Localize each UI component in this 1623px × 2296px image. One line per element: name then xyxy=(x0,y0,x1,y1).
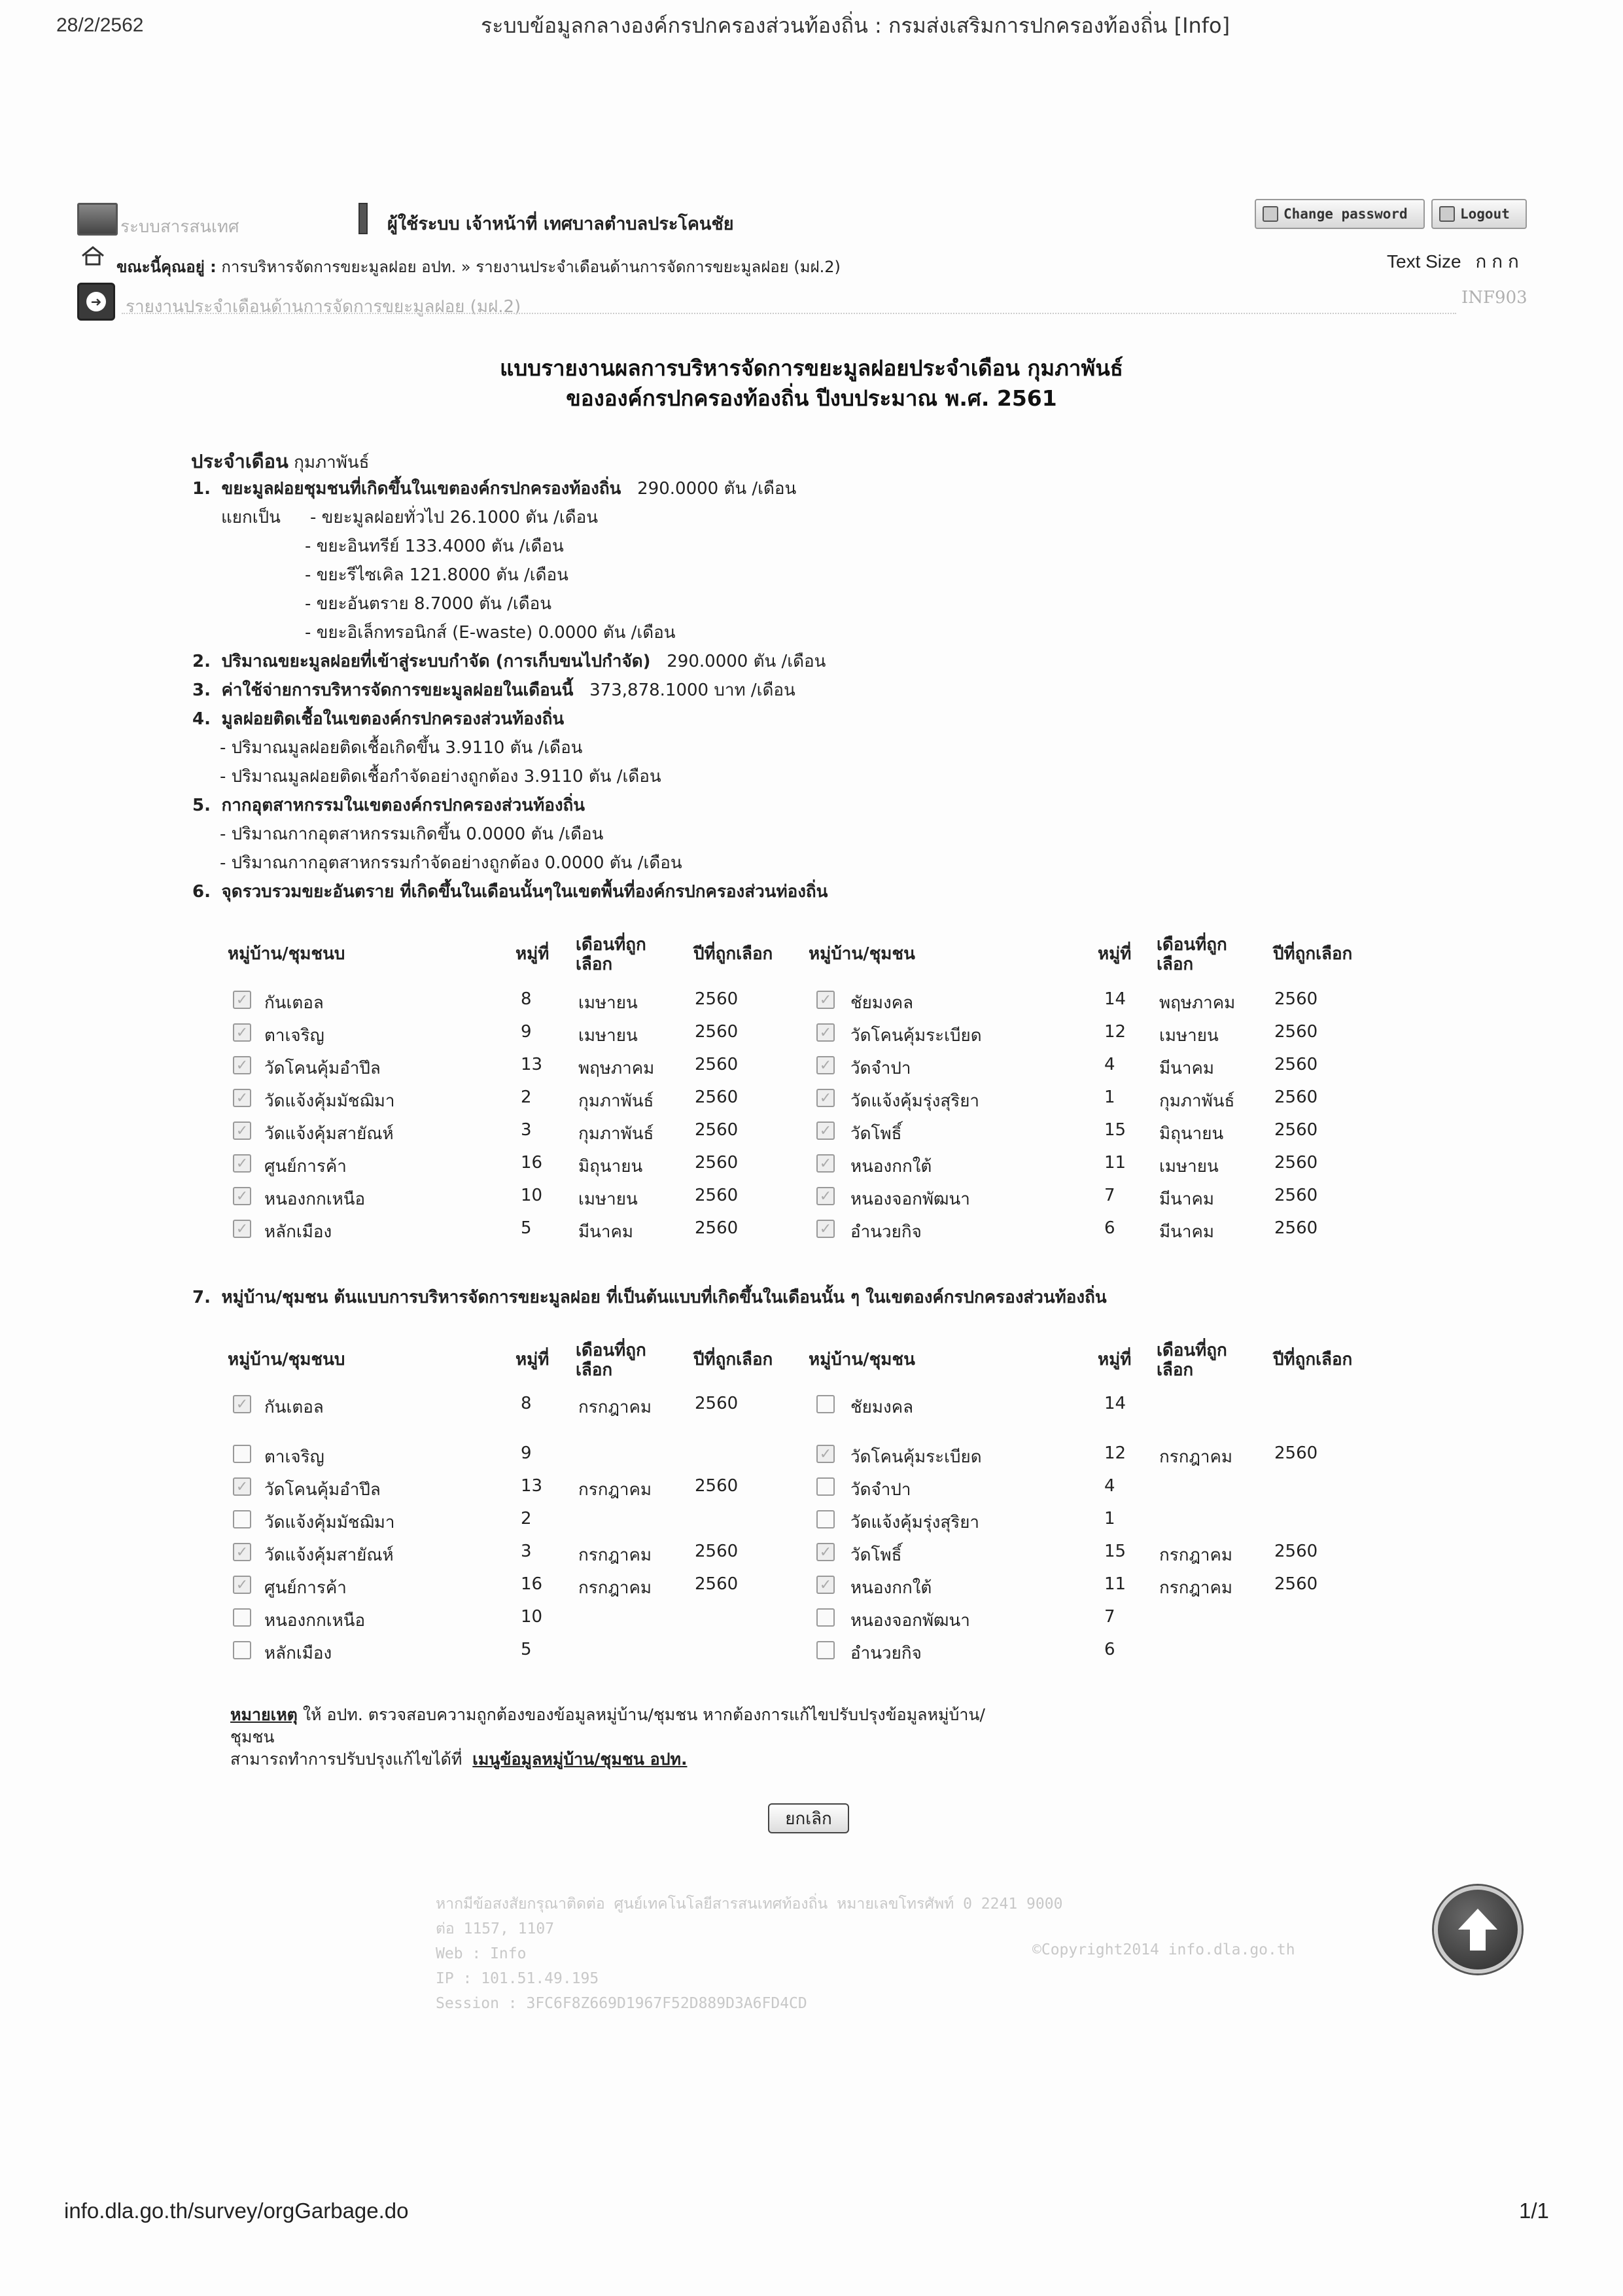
split-organic: - ขยะอินทรีย์ 133.4000 ตัน /เดือน xyxy=(305,537,564,556)
village-name: กันเตอล xyxy=(264,1398,324,1417)
item6-label: จุดรวบรวมขยะอันตราย ที่เกิดขึ้นในเดือนนั้นๆในเขตพื้นที่องค์กรปกครองส่วนท่องถิ่น xyxy=(221,882,828,902)
t7-header-year-left: ปีที่ถูกเลือก xyxy=(693,1350,773,1369)
village-name: ศูนย์การค้า xyxy=(264,1578,347,1598)
split-general: - ขยะมูลฝอยทั่วไป 26.1000 ตัน /เดือน xyxy=(310,508,598,527)
moo-number: 11 xyxy=(1104,1153,1126,1173)
t7-header-moo-right: หมู่ที่ xyxy=(1098,1350,1132,1369)
selected-month: กุมภาพันธ์ xyxy=(578,1091,654,1111)
village-name: วัดแจ้งคุ้มมัชฌิมา xyxy=(264,1091,395,1111)
print-page-title: ระบบข้อมูลกลางองค์กรปกครองส่วนท้องถิ่น : กรมส่งเสริมการปกครองท้องถิ่น [Info] xyxy=(481,13,1230,38)
village-checkbox[interactable] xyxy=(816,1641,835,1659)
moo-number: 3 xyxy=(521,1542,532,1561)
village-name: วัดจำปา xyxy=(850,1059,911,1078)
village-name: ตาเจริญ xyxy=(264,1447,324,1467)
item1-label: ขยะมูลฝอยชุมชนที่เกิดขึ้นในเขตองค์กรปกครองท้องถิ่น xyxy=(221,479,621,499)
back-to-top-button[interactable] xyxy=(1434,1886,1522,1973)
selected-year: 2560 xyxy=(695,1087,739,1107)
moo-number: 13 xyxy=(521,1476,543,1496)
selected-year: 2560 xyxy=(695,1055,739,1074)
selected-month: กรกฎาคม xyxy=(578,1545,652,1565)
user-separator-icon xyxy=(358,203,368,234)
selected-month: มีนาคม xyxy=(1159,1222,1215,1242)
home-icon xyxy=(81,246,105,266)
village-checkbox[interactable] xyxy=(816,1608,835,1627)
village-checkbox[interactable]: ✓ xyxy=(816,991,835,1009)
moo-number: 3 xyxy=(521,1120,532,1140)
moo-number: 9 xyxy=(521,1443,532,1463)
moo-number: 7 xyxy=(1104,1186,1115,1205)
selected-year: 2560 xyxy=(1274,1055,1318,1074)
village-name: ตาเจริญ xyxy=(264,1026,324,1046)
item3-num: 3. xyxy=(192,680,211,700)
village-name: หนองกกใต้ xyxy=(850,1157,932,1176)
village-name: หนองกกเหนือ xyxy=(264,1611,366,1631)
split-ewaste: - ขยะอิเล็กทรอนิกส์ (E-waste) 0.0000 ตัน /เดือน xyxy=(305,623,676,643)
text-size-options[interactable]: ก ก ก xyxy=(1475,251,1519,272)
village-name: ศูนย์การค้า xyxy=(264,1157,347,1176)
selected-year: 2560 xyxy=(695,1542,739,1561)
selected-year: 2560 xyxy=(695,1153,739,1173)
selected-month: กรกฎาคม xyxy=(1159,1447,1233,1467)
village-name: วัดแจ้งคุ้มสายัณห์ xyxy=(264,1545,394,1565)
village-checkbox[interactable]: ✓ xyxy=(233,1187,251,1205)
moo-number: 4 xyxy=(1104,1055,1115,1074)
month-value: กุมภาพันธ์ xyxy=(294,453,370,472)
t6-header-month-left: เดือนที่ถูกเลือก xyxy=(576,935,646,974)
selected-month: กรกฎาคม xyxy=(578,1398,652,1417)
split-hazard: - ขยะอันตราย 8.7000 ตัน /เดือน xyxy=(305,594,552,614)
arrow-up-icon xyxy=(1452,1903,1504,1956)
village-checkbox[interactable] xyxy=(816,1477,835,1496)
selected-year: 2560 xyxy=(1274,1574,1318,1594)
selected-month: กรกฎาคม xyxy=(578,1578,652,1598)
selected-year: 2560 xyxy=(1274,1218,1318,1238)
selected-month: มีนาคม xyxy=(1159,1059,1215,1078)
t7-header-village-left: หมู่บ้าน/ชุมชนบ xyxy=(228,1350,345,1369)
village-checkbox[interactable]: ✓ xyxy=(816,1023,835,1042)
t6-header-month-right: เดือนที่ถูกเลือก xyxy=(1157,935,1227,974)
item2-label: ปริมาณขยะมูลฝอยที่เข้าสู่ระบบกำจัด (การเก็บขนไปกำจัด) xyxy=(221,652,651,671)
item4-generated: - ปริมาณมูลฝอยติดเชื้อเกิดขึ้น 3.9110 ตัน /เดือน xyxy=(220,738,583,758)
selected-month: เมษายน xyxy=(578,993,638,1013)
logout-label: Logout xyxy=(1460,206,1510,222)
village-checkbox[interactable]: ✓ xyxy=(816,1543,835,1561)
village-checkbox[interactable]: ✓ xyxy=(816,1576,835,1594)
item3-label: ค่าใช้จ่ายการบริหารจัดการขยะมูลฝอยในเดือนนี้ xyxy=(221,680,574,700)
selected-year: 2560 xyxy=(695,1476,739,1496)
footer-session: Session : 3FC6F8Z669D1967F52D889D3A6FD4CD xyxy=(436,1994,807,2012)
selected-month: พฤษภาคม xyxy=(578,1059,655,1078)
item5-num: 5. xyxy=(192,796,211,815)
selected-year: 2560 xyxy=(1274,1542,1318,1561)
t6-header-year-left: ปีที่ถูกเลือก xyxy=(693,944,773,964)
moo-number: 14 xyxy=(1104,989,1126,1009)
selected-year: 2560 xyxy=(1274,1087,1318,1107)
t7-header-month-left: เดือนที่ถูกเลือก xyxy=(576,1341,646,1380)
selected-year: 2560 xyxy=(1274,1022,1318,1042)
t6-header-moo-right: หมู่ที่ xyxy=(1098,944,1132,964)
selected-year: 2560 xyxy=(695,1394,739,1413)
moo-number: 5 xyxy=(521,1218,532,1238)
month-line xyxy=(191,446,370,476)
item4-num: 4. xyxy=(192,709,211,729)
moo-number: 9 xyxy=(521,1022,532,1042)
cancel-button[interactable]: ยกเลิก xyxy=(768,1803,849,1833)
subheader-code: INF903 xyxy=(1461,288,1527,308)
moo-number: 7 xyxy=(1104,1607,1115,1627)
footer-ip: IP : 101.51.49.195 xyxy=(436,1969,599,1987)
selected-year: 2560 xyxy=(695,1574,739,1594)
breadcrumb xyxy=(116,254,841,279)
breadcrumb-path[interactable]: การบริหารจัดการขยะมูลฝอย อปท. » รายงานประจำเดือนด้านการจัดการขยะมูลฝอย (มฝ.2) xyxy=(221,258,841,276)
note-text3: สามารถทำการปรับปรุงแก้ไขได้ที่ xyxy=(230,1749,462,1769)
t6-header-moo-left: หมู่ที่ xyxy=(515,944,550,964)
selected-month: มีนาคม xyxy=(1159,1190,1215,1209)
village-checkbox[interactable]: ✓ xyxy=(233,1056,251,1074)
print-url: info.dla.go.th/survey/orgGarbage.do xyxy=(64,2199,409,2223)
selected-month: มิถุนายน xyxy=(578,1157,643,1176)
village-checkbox[interactable] xyxy=(816,1395,835,1413)
system-info-icon xyxy=(77,203,118,236)
village-checkbox[interactable] xyxy=(233,1641,251,1659)
village-name: วัดจำปา xyxy=(850,1480,911,1500)
footer-info xyxy=(436,1892,1062,2017)
subheader-title: รายงานประจำเดือนด้านการจัดการขยะมูลฝอย (มฝ.2) xyxy=(126,297,521,317)
village-name: วัดแจ้งคุ้มรุ่งสุริยา xyxy=(850,1091,980,1111)
moo-number: 14 xyxy=(1104,1394,1126,1413)
t7-header-month-right: เดือนที่ถูกเลือก xyxy=(1157,1341,1227,1380)
change-password-label: Change password xyxy=(1283,206,1408,222)
item7-label: หมู่บ้าน/ชุมชน ต้นแบบการบริหารจัดการขยะมูลฝอย ที่เป็นต้นแบบที่เกิดขึ้นในเดือนนั้น ๆ ในเขตองค์กรปกครองส่วนท้องถิ่น xyxy=(221,1288,1107,1307)
selected-month: เมษายน xyxy=(578,1190,638,1209)
village-checkbox[interactable]: ✓ xyxy=(816,1089,835,1107)
village-name: วัดแจ้งคุ้มมัชฌิมา xyxy=(264,1513,395,1532)
moo-number: 4 xyxy=(1104,1476,1115,1496)
t6-header-village-left: หมู่บ้าน/ชุมชนบ xyxy=(228,944,345,964)
report-arrow-icon: ➜ xyxy=(77,283,115,321)
moo-number: 6 xyxy=(1104,1218,1115,1238)
village-checkbox[interactable]: ✓ xyxy=(233,1023,251,1042)
selected-year: 2560 xyxy=(1274,1443,1318,1463)
village-name: วัดโพธิ์ xyxy=(850,1124,902,1144)
item2 xyxy=(192,648,826,675)
text-size-control xyxy=(1387,247,1519,276)
village-checkbox[interactable]: ✓ xyxy=(816,1187,835,1205)
selected-month: เมษายน xyxy=(1159,1026,1219,1046)
split-label: แยกเป็น xyxy=(221,508,281,527)
village-name: หนองกกเหนือ xyxy=(264,1190,366,1209)
item5-disposed: - ปริมาณกากอุตสาหกรรมกำจัดอย่างถูกต้อง 0.0000 ตัน /เดือน xyxy=(220,853,682,873)
change-password-button[interactable] xyxy=(1255,199,1425,229)
selected-year: 2560 xyxy=(1274,1120,1318,1140)
village-name: อำนวยกิจ xyxy=(850,1222,922,1242)
moo-number: 15 xyxy=(1104,1120,1126,1140)
selected-month: เมษายน xyxy=(1159,1157,1219,1176)
village-checkbox[interactable]: ✓ xyxy=(816,1122,835,1140)
moo-number: 8 xyxy=(521,989,532,1009)
moo-number: 6 xyxy=(1104,1640,1115,1659)
village-name: ชัยมงคล xyxy=(850,993,914,1013)
text-size-label: Text Size xyxy=(1387,251,1461,272)
report-title-line2: ขององค์กรปกครองท้องถิ่น ปีงบประมาณ พ.ศ. 2561 xyxy=(566,385,1057,411)
moo-number: 10 xyxy=(521,1186,543,1205)
moo-number: 8 xyxy=(521,1394,532,1413)
village-checkbox[interactable]: ✓ xyxy=(233,1576,251,1594)
village-checkbox[interactable]: ✓ xyxy=(233,1543,251,1561)
item1 xyxy=(192,475,796,502)
village-name: วัดโคนคุ้มอำปึล xyxy=(264,1059,381,1078)
selected-year: 2560 xyxy=(695,1120,739,1140)
system-info-link[interactable]: ระบบสารสนเทศ xyxy=(120,217,239,237)
item5-label: กากอุตสาหกรรมในเขตองค์กรปกครองส่วนท้องถิ่น xyxy=(221,796,585,815)
village-checkbox[interactable] xyxy=(233,1608,251,1627)
selected-month: มิถุนายน xyxy=(1159,1124,1224,1144)
footer-ext: ต่อ 1157, 1107 xyxy=(436,1920,555,1937)
moo-number: 13 xyxy=(521,1055,543,1074)
selected-year: 2560 xyxy=(695,1022,739,1042)
village-name: หนองจอกพัฒนา xyxy=(850,1611,970,1631)
moo-number: 16 xyxy=(521,1574,543,1594)
village-checkbox[interactable]: ✓ xyxy=(233,991,251,1009)
note xyxy=(230,1704,1159,1770)
t7-header-year-right: ปีที่ถูกเลือก xyxy=(1273,1350,1353,1369)
moo-number: 15 xyxy=(1104,1542,1126,1561)
village-name: วัดแจ้งคุ้มสายัณห์ xyxy=(264,1124,394,1144)
footer-web: Web : Info xyxy=(436,1945,527,1962)
moo-number: 1 xyxy=(1104,1087,1115,1107)
item5 xyxy=(192,792,585,819)
selected-year: 2560 xyxy=(1274,989,1318,1009)
note-text1: ให้ อปท. ตรวจสอบความถูกต้องของข้อมูลหมู่บ้าน/ชุมชน หากต้องการแก้ไขปรับปรุงข้อมูลหมู่บ้าน/ xyxy=(297,1705,985,1724)
village-checkbox[interactable] xyxy=(816,1510,835,1528)
selected-year: 2560 xyxy=(695,989,739,1009)
selected-year: 2560 xyxy=(695,1186,739,1205)
item5-generated: - ปริมาณกากอุตสาหกรรมเกิดขึ้น 0.0000 ตัน /เดือน xyxy=(220,824,604,844)
t7-header-village-right: หมู่บ้าน/ชุมชน xyxy=(809,1350,915,1369)
village-name: วัดโคนคุ้มระเบียด xyxy=(850,1026,982,1046)
village-checkbox[interactable]: ✓ xyxy=(233,1220,251,1238)
selected-month: พฤษภาคม xyxy=(1159,993,1236,1013)
village-checkbox[interactable]: ✓ xyxy=(816,1445,835,1463)
village-checkbox[interactable]: ✓ xyxy=(233,1477,251,1496)
split-recycle: - ขยะรีไซเคิล 121.8000 ตัน /เดือน xyxy=(305,565,568,585)
village-checkbox[interactable]: ✓ xyxy=(233,1089,251,1107)
village-name: วัดโคนคุ้มอำปึล xyxy=(264,1480,381,1500)
item4-label: มูลฝอยติดเชื้อในเขตองค์กรปกครองส่วนท้องถิ่น xyxy=(221,709,565,729)
item6 xyxy=(192,878,828,905)
note-label: หมายเหตุ xyxy=(230,1705,298,1724)
user-label: ผู้ใช้ระบบ เจ้าหน้าที่ เทศบาลตำบลประโคนชัย xyxy=(387,214,734,234)
village-name: วัดโพธิ์ xyxy=(850,1545,902,1565)
village-name: หนองกกใต้ xyxy=(850,1578,932,1598)
selected-month: กุมภาพันธ์ xyxy=(1159,1091,1235,1111)
item2-value: 290.0000 ตัน /เดือน xyxy=(667,652,826,671)
item4-disposed: - ปริมาณมูลฝอยติดเชื้อกำจัดอย่างถูกต้อง 3.9110 ตัน /เดือน xyxy=(220,767,661,786)
item7-num: 7. xyxy=(192,1288,211,1307)
village-checkbox[interactable]: ✓ xyxy=(816,1056,835,1074)
lock-icon xyxy=(1263,206,1278,222)
village-checkbox[interactable] xyxy=(233,1445,251,1463)
village-name: หนองจอกพัฒนา xyxy=(850,1190,970,1209)
village-name: หลักเมือง xyxy=(264,1222,332,1242)
note-text2: ชุมชน xyxy=(230,1727,275,1746)
moo-number: 16 xyxy=(521,1153,543,1173)
selected-year: 2560 xyxy=(1274,1153,1318,1173)
logout-icon xyxy=(1439,206,1455,222)
item7 xyxy=(192,1284,1107,1311)
footer-copyright: ©Copyright2014 info.dla.go.th xyxy=(1032,1941,1295,1958)
footer-contact: หากมีข้อสงสัยกรุณาติดต่อ ศูนย์เทคโนโลยีสารสนเทศท้องถิ่น หมายเลขโทรศัพท์ 0 2241 9000 xyxy=(436,1896,1063,1913)
village-checkbox[interactable]: ✓ xyxy=(233,1395,251,1413)
moo-number: 2 xyxy=(521,1509,532,1528)
logout-button[interactable] xyxy=(1431,199,1527,229)
item1-value: 290.0000 ตัน /เดือน xyxy=(637,479,797,499)
village-checkbox[interactable]: ✓ xyxy=(233,1122,251,1140)
village-name: ชัยมงคล xyxy=(850,1398,914,1417)
selected-month: กุมภาพันธ์ xyxy=(578,1124,654,1144)
selected-month: เมษายน xyxy=(578,1026,638,1046)
t6-header-year-right: ปีที่ถูกเลือก xyxy=(1273,944,1353,964)
selected-month: กรกฎาคม xyxy=(578,1480,652,1500)
print-date: 28/2/2562 xyxy=(56,14,144,36)
moo-number: 2 xyxy=(521,1087,532,1107)
item1-num: 1. xyxy=(192,479,211,499)
subheader-divider xyxy=(122,313,1456,314)
village-checkbox[interactable] xyxy=(233,1510,251,1528)
report-title-line1: แบบรายงานผลการบริหารจัดการขยะมูลฝอยประจำเดือน กุมภาพันธ์ xyxy=(500,355,1123,381)
village-name: อำนวยกิจ xyxy=(850,1644,922,1663)
selected-year: 2560 xyxy=(1274,1186,1318,1205)
breadcrumb-prefix: ขณะนี้คุณอยู่ : xyxy=(116,258,217,276)
t7-header-moo-left: หมู่ที่ xyxy=(515,1350,550,1369)
village-name: วัดโคนคุ้มระเบียด xyxy=(850,1447,982,1467)
village-checkbox[interactable]: ✓ xyxy=(816,1220,835,1238)
village-name: กันเตอล xyxy=(264,993,324,1013)
selected-month: กรกฎาคม xyxy=(1159,1545,1233,1565)
selected-year: 2560 xyxy=(695,1218,739,1238)
selected-month: กรกฎาคม xyxy=(1159,1578,1233,1598)
moo-number: 10 xyxy=(521,1607,543,1627)
village-name: วัดแจ้งคุ้มรุ่งสุริยา xyxy=(850,1513,980,1532)
village-checkbox[interactable]: ✓ xyxy=(233,1154,251,1173)
moo-number: 1 xyxy=(1104,1509,1115,1528)
village-name: หลักเมือง xyxy=(264,1644,332,1663)
item3-value: 373,878.1000 บาท /เดือน xyxy=(589,680,795,700)
print-page-number: 1/1 xyxy=(1519,2199,1549,2223)
moo-number: 5 xyxy=(521,1640,532,1659)
moo-number: 12 xyxy=(1104,1022,1126,1042)
item3 xyxy=(192,677,795,703)
moo-number: 11 xyxy=(1104,1574,1126,1594)
item2-num: 2. xyxy=(192,652,211,671)
t6-header-village-right: หมู่บ้าน/ชุมชน xyxy=(809,944,915,964)
village-data-menu-link[interactable]: เมนูข้อมูลหมู่บ้าน/ชุมชน อปท. xyxy=(472,1749,688,1769)
moo-number: 12 xyxy=(1104,1443,1126,1463)
selected-month: มีนาคม xyxy=(578,1222,634,1242)
village-checkbox[interactable]: ✓ xyxy=(816,1154,835,1173)
month-label: ประจำเดือน xyxy=(191,450,288,472)
item6-num: 6. xyxy=(192,882,211,902)
item4 xyxy=(192,705,564,732)
